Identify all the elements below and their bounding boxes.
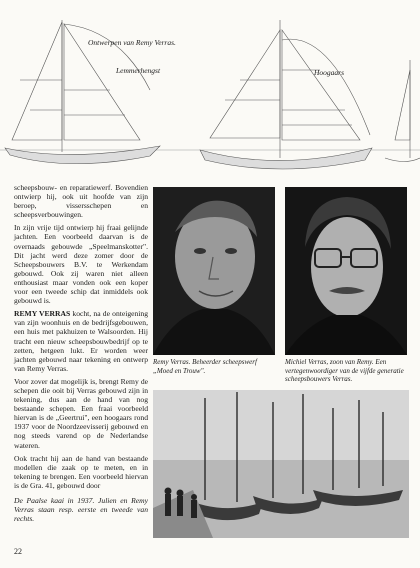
hoogaars-drawing	[200, 20, 372, 169]
paragraph-3-body: kocht, na de onteigening van zijn woonhuis en de bedrijfsgebouwen, een huis met pakhuizen te Walsoorden. Hij tracht een nieuw scheepsbouwbedrijf op te zetten, hetgeen lukt. Er worden weer jachten gebouwd naar tekening en ontwerp van Remy Verras.	[14, 309, 148, 373]
photo-michiel-verras	[285, 187, 407, 355]
paragraph-4: Voor zover dat mogelijk is, brengt Remy de schepen die ooit bij Verras gebouwd zijn in tekening, dus aan de hand van nog bestaande schepen. Een fraai voorbeeld hiervan is de „Geertrui", een hoogaars rond 1937 voor de Noordzeevisserij gebouwd en nog steeds varend op de Nederlandse wateren.	[14, 376, 148, 450]
ship-drawings	[0, 0, 420, 180]
paragraph-3-lead: REMY VERRAS	[14, 309, 71, 319]
page-number: 22	[14, 547, 22, 556]
portrait-michiel	[285, 187, 407, 355]
article-column	[14, 183, 148, 527]
caption-michiel: Michiel Verras, zoon van Remy. Een vertegenwoordiger van de vijfde generatie scheepsbouwers Verras.	[285, 358, 404, 384]
ship-drawings-svg	[0, 0, 420, 180]
portrait-remy	[153, 187, 275, 355]
label-lemmerhengst: Lemmerhengst	[116, 66, 161, 75]
paragraph-5: Ook tracht hij aan de hand van bestaande modellen die zaak op te meten, en in tekening te brengen. Een voorbeeld hiervan is de Gra. 41, gebouwd door	[14, 453, 148, 490]
label-hoogaars: Hoogaars	[314, 68, 345, 77]
paragraph-3	[14, 309, 148, 373]
drawings-title: Ontwerpen van Remy Verras.	[88, 38, 176, 47]
harbour-scene	[153, 390, 409, 538]
paragraph-1: scheepsbouw- en reparatiewerf. Bovendien ontwierp hij, ook uit hoofde van zijn beroep, vissersschepen en scheepsverbouwingen.	[14, 183, 148, 220]
photo-remy-verras	[153, 187, 275, 355]
caption-remy: Remy Verras. Beheerder scheepswerf „Moed en Trouw".	[153, 358, 257, 375]
harbour-photo-caption: De Paalse kaai in 1937. Julien en Remy Verras staan resp. eerste en tweede van rechts.	[14, 496, 148, 524]
paragraph-2: In zijn vrije tijd ontwierp hij fraai gelijnde jachten. Een voorbeeld daarvan is de overnaads gebouwde „Speelmanskotter". Dit jacht werd deze zomer door de Scheepsbouwers B.V. te Werkendam gebouwd. Ook zij waren niet alleen enthousiast maar vonden ook een koper voor een tweede schip dat inmiddels ook gebouwd is.	[14, 223, 148, 306]
photo-paalse-kaai	[153, 390, 409, 538]
partial-ship-drawing	[385, 60, 420, 162]
